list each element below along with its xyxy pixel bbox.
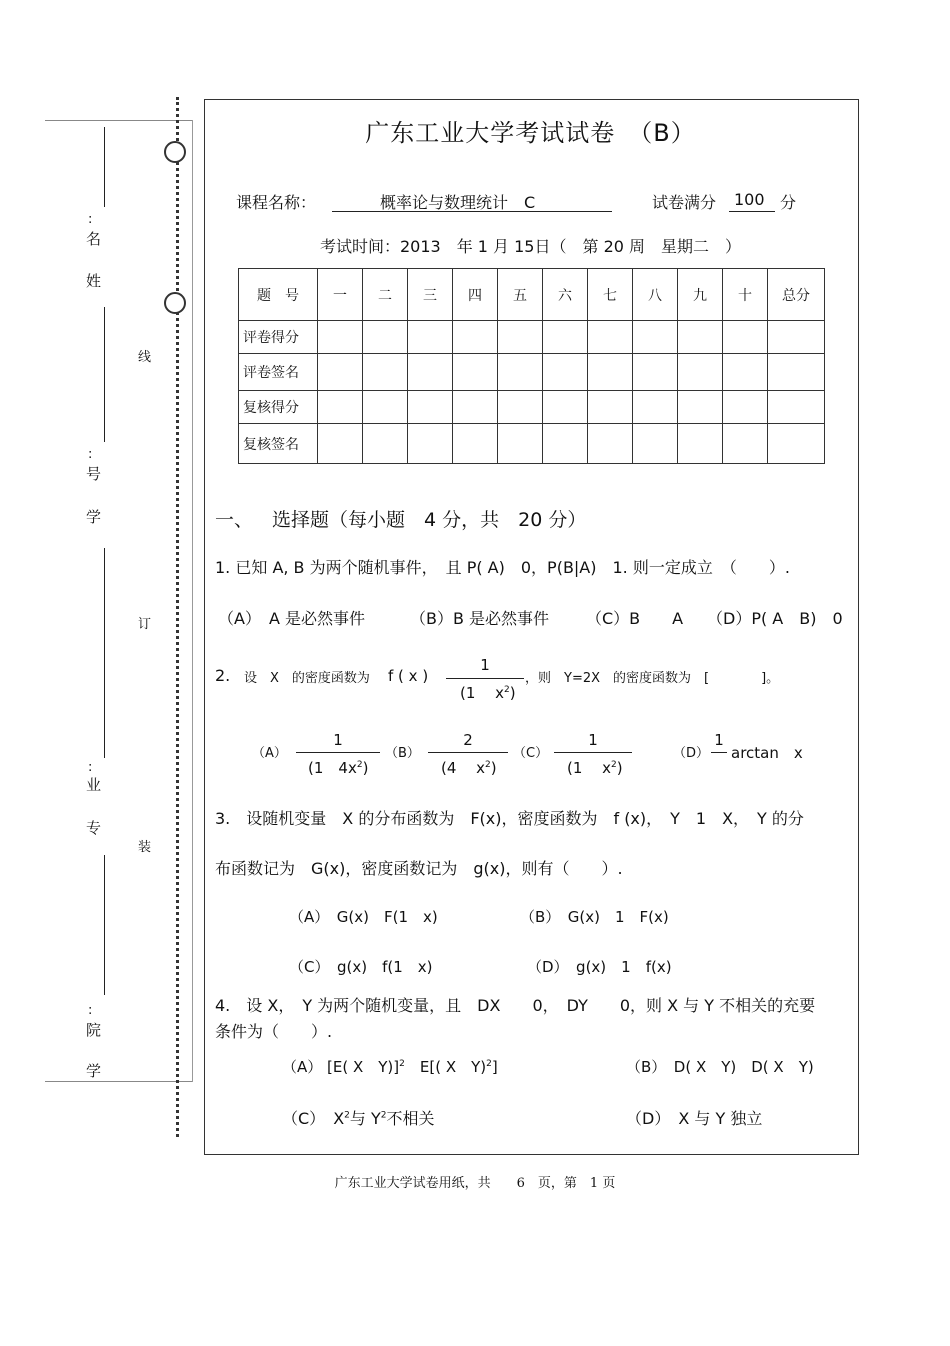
q3-option-b: （B） G(x) 1 F(x)	[520, 908, 669, 926]
q3-option-c: （C） g(x) f(1 x)	[289, 958, 433, 976]
q2-option-d-bar	[711, 752, 727, 753]
header-cell: 八	[633, 269, 678, 321]
row-label: 评卷签名	[239, 354, 318, 391]
question-4-line-2: 条件为（ ）.	[215, 1022, 333, 1041]
major-colon: :	[88, 760, 93, 775]
q2-option-d-label: （D）	[673, 746, 710, 761]
full-score-unit: 分	[780, 193, 797, 212]
exam-title: 广东工业大学考试试卷 （B）	[365, 119, 696, 147]
header-cell: 四	[453, 269, 498, 321]
header-cell: 题 号	[239, 269, 318, 321]
name-field-line-top	[104, 127, 105, 207]
school-label-char-1: 院	[86, 1021, 102, 1039]
q1-option-c: （C）B A	[586, 609, 684, 628]
q2-option-d-tail: arctan x	[731, 744, 803, 762]
table-row	[239, 321, 825, 354]
q2-option-a-label: （A）	[252, 746, 287, 761]
major-field-line	[104, 855, 105, 995]
full-score-underline	[729, 211, 775, 212]
header-cell: 三	[408, 269, 453, 321]
question-1-text: 1. 已知 A, B 为两个随机事件， 且 P( A) 0，P(B|A) 1. 则一定成立 （ ）.	[215, 558, 790, 577]
q2-option-b-label: （B）	[385, 746, 420, 761]
header-cell: 二	[363, 269, 408, 321]
q2-option-b-denominator: (4 $x^2$)	[441, 759, 497, 777]
name-field-line-bottom	[104, 307, 105, 442]
side-top-rule	[45, 120, 193, 121]
q2-fx: f ( x )	[388, 667, 429, 685]
name-label-char-2: 姓	[86, 272, 102, 290]
course-underline	[332, 211, 612, 212]
header-cell: 五	[498, 269, 543, 321]
name-label-char-1: 名	[86, 230, 102, 248]
q1-option-b: （B）B 是必然事件	[410, 609, 550, 628]
major-label-char-2: 专	[86, 819, 102, 837]
binding-char-zhuang: 装	[138, 840, 152, 855]
q1-option-a: （A） A 是必然事件	[218, 609, 365, 628]
name-colon: :	[88, 212, 93, 227]
page-footer: 广东工业大学试卷用纸，共 6 页，第 1 页	[334, 1176, 616, 1191]
question-3-line-1: 3. 设随机变量 X 的分布函数为 F(x)，密度函数为 f (x)， Y 1 X， Y 的分	[215, 809, 804, 828]
question-3-line-2: 布函数记为 G(x)，密度函数记为 g(x)，则有（ ）.	[215, 859, 623, 878]
header-cell: 七	[588, 269, 633, 321]
q2-option-c-denominator: (1 $x^2$)	[567, 759, 623, 777]
q1-option-d: （D）P( A B) 0	[707, 609, 843, 628]
header-cell: 九	[678, 269, 723, 321]
id-label-char-2: 学	[86, 508, 102, 526]
header-cell: 十	[723, 269, 768, 321]
table-row	[239, 354, 825, 391]
q2-denominator: (1 $x^2$)	[460, 684, 516, 702]
q2-fraction-bar	[446, 678, 524, 679]
q2-number: 2.	[215, 666, 231, 685]
q3-option-d: （D） g(x) 1 f(x)	[527, 958, 672, 976]
header-cell: 六	[543, 269, 588, 321]
id-colon: :	[88, 447, 93, 462]
q4-option-c: （C） $X^2$与 $Y^2$不相关	[282, 1109, 435, 1128]
q2-option-c-numerator: 1	[588, 731, 598, 749]
binding-hole-top	[164, 141, 186, 163]
full-score-label: 试卷满分	[652, 193, 717, 212]
header-cell: 一	[318, 269, 363, 321]
question-4-line-1: 4. 设 X， Y 为两个随机变量，且 DX 0， DY 0，则 X 与 Y 不相关的充要	[215, 996, 816, 1015]
q2-tail: ，则 Y=2X 的密度函数为 [ ]。	[525, 671, 780, 686]
course-label: 课程名称：	[236, 193, 317, 212]
q2-option-b-numerator: 2	[463, 731, 473, 749]
q2-lead: 设 X 的密度函数为	[244, 671, 370, 686]
major-label-char-1: 业	[86, 776, 102, 794]
binding-dotted-line	[176, 97, 179, 1137]
id-field-line	[104, 548, 105, 758]
row-label: 评卷得分	[239, 321, 318, 354]
q4-option-d: （D） X 与 Y 独立	[626, 1109, 763, 1128]
section-title: 选择题（每小题 4 分，共 20 分）	[272, 509, 587, 531]
q2-option-a-bar	[296, 752, 380, 753]
q2-option-a-numerator: 1	[333, 731, 343, 749]
binding-hole-bottom	[164, 292, 186, 314]
q2-numerator: 1	[480, 656, 490, 674]
side-rule-right	[192, 120, 193, 1082]
q2-option-d-numerator: 1	[714, 731, 724, 749]
course-name: 概率论与数理统计 C	[380, 193, 536, 212]
q2-option-a-denominator: (1 $4x^2$)	[308, 759, 369, 777]
side-bottom-rule	[45, 1081, 193, 1082]
q2-option-c-label: （C）	[513, 746, 549, 761]
q4-option-a: （A） [E( X Y)]$^2$ E[( X Y)$^2$]	[282, 1058, 498, 1076]
q3-option-a: （A） G(x) F(1 x)	[289, 908, 438, 926]
school-colon: :	[88, 1003, 93, 1018]
id-label-char-1: 号	[86, 465, 102, 483]
score-table-header-row	[239, 269, 825, 321]
row-label: 复核签名	[239, 424, 318, 464]
row-label: 复核得分	[239, 391, 318, 424]
school-label-char-2: 学	[86, 1062, 102, 1080]
q2-option-b-bar	[428, 752, 508, 753]
full-score-value: 100	[734, 190, 765, 209]
score-table	[238, 268, 825, 464]
q2-option-c-bar	[554, 752, 632, 753]
binding-char-ding: 订	[138, 617, 152, 632]
binding-char-xian: 线	[138, 350, 152, 365]
section-number: 一、	[215, 509, 254, 531]
exam-time: 考试时间：2013 年 1 月 15日（ 第 20 周 星期二 ）	[319, 237, 742, 256]
q4-option-b: （B） D( X Y) D( X Y)	[626, 1058, 814, 1076]
header-cell: 总分	[768, 269, 825, 321]
table-row	[239, 424, 825, 464]
table-row	[239, 391, 825, 424]
